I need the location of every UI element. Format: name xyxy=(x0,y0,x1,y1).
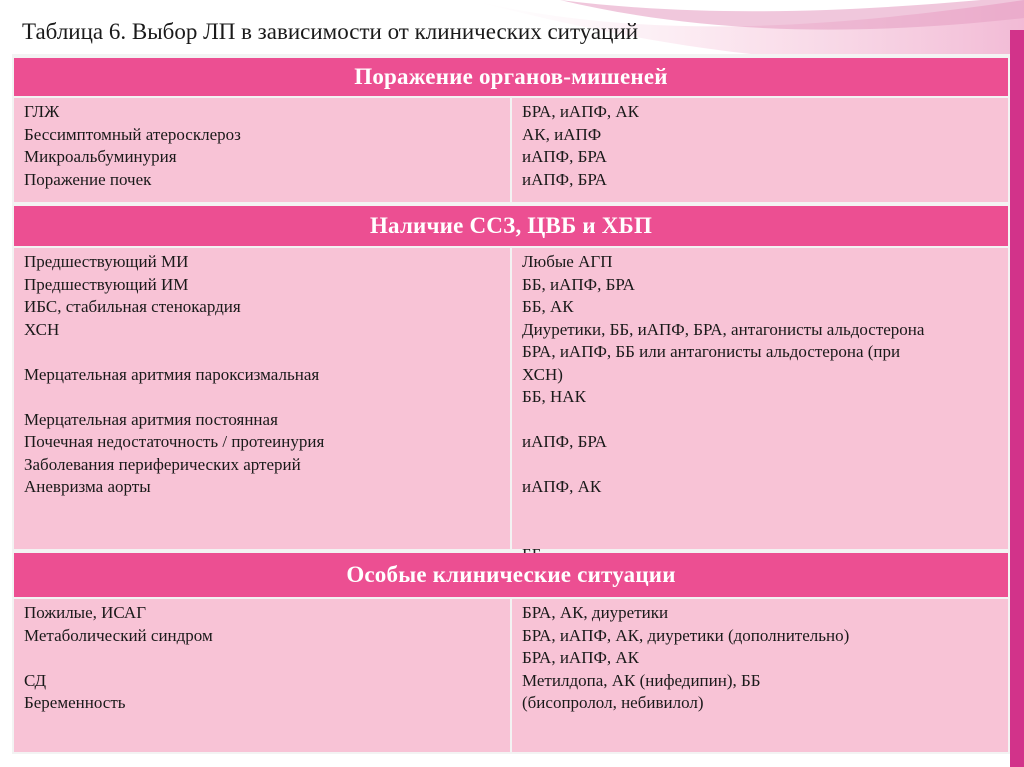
drug-item xyxy=(522,409,998,432)
drug-item xyxy=(522,499,998,522)
condition-item: Предшествующий ИМ xyxy=(24,274,189,294)
special-drugs-cell xyxy=(512,599,1008,752)
cvd-drugs-cell xyxy=(512,248,1008,549)
condition-item: Мерцательная аритмия постоянная xyxy=(24,409,278,429)
condition-item: Поражение почек xyxy=(24,169,152,189)
drug-item: БРА, иАПФ, ББ или антагонисты альдостерона (при xyxy=(522,342,901,361)
drug-item xyxy=(522,521,998,544)
condition-item: СД xyxy=(24,670,47,690)
condition-item: Заболевания периферических артерий xyxy=(24,454,301,474)
drug-item: иАПФ, БРА xyxy=(522,147,607,166)
condition-item: Предшествующий МИ xyxy=(24,252,189,271)
drug-item: БРА, иАПФ, АК xyxy=(522,102,640,121)
cvd-conditions-cell xyxy=(14,248,510,549)
accent-bar xyxy=(1010,30,1024,767)
section-header-cvd: Наличие ССЗ, ЦВБ и ХБП xyxy=(14,206,1008,246)
condition-item xyxy=(24,647,500,670)
section-header-target-organs: Поражение органов-мишеней xyxy=(14,58,1008,96)
condition-item: ИБС, стабильная стенокардия xyxy=(24,297,241,316)
drug-item: ХСН) xyxy=(522,364,563,384)
drug-item: ББ, АК xyxy=(522,297,574,316)
drug-item: Диуретики, ББ, иАПФ, БРА, антагонисты альдостерона xyxy=(522,319,925,339)
condition-item: Беременность xyxy=(24,693,126,712)
section-header-special-situations: Особые клинические ситуации xyxy=(14,553,1008,597)
target-organs-drugs-cell xyxy=(512,98,1008,202)
drug-item: БРА, иАПФ, АК, диуретики (дополнительно) xyxy=(522,625,850,645)
drug-item: АК, иАПФ xyxy=(522,124,602,144)
drug-item: иАПФ, БРА xyxy=(522,169,607,189)
drug-item xyxy=(522,454,998,477)
drug-item: иАПФ, АК xyxy=(522,477,602,496)
drug-item: ББ, НАК xyxy=(522,387,586,406)
slide-title: Таблица 6. Выбор ЛП в зависимости от клинических ситуаций xyxy=(22,19,639,44)
drug-item: Любые АГП xyxy=(522,252,613,271)
drug-item: ББ, иАПФ, БРА xyxy=(522,274,635,294)
condition-item xyxy=(24,341,500,364)
target-organs-conditions-cell xyxy=(14,98,510,202)
condition-item: Пожилые, ИСАГ xyxy=(24,603,147,622)
condition-item: Мерцательная аритмия пароксизмальная xyxy=(24,364,320,384)
drug-item: (бисопролол, небивилол) xyxy=(522,693,704,712)
condition-item: Микроальбуминурия xyxy=(24,147,177,166)
condition-item: ГЛЖ xyxy=(24,102,60,121)
drug-item: Метилдопа, АК (нифедипин), ББ xyxy=(522,670,761,690)
condition-item: Аневризма аорты xyxy=(24,477,151,496)
drug-item: БРА, АК, диуретики xyxy=(522,603,669,622)
drug-item: БРА, иАПФ, АК xyxy=(522,648,640,667)
drug-item: иАПФ, БРА xyxy=(522,432,607,451)
special-conditions-cell xyxy=(14,599,510,752)
condition-item: Почечная недостаточность / протеинурия xyxy=(24,432,325,451)
condition-item: ХСН xyxy=(24,319,60,339)
condition-item: Бессимптомный атеросклероз xyxy=(24,124,241,144)
treatment-table xyxy=(12,54,1010,754)
condition-item: Метаболический синдром xyxy=(24,625,213,645)
condition-item xyxy=(24,386,500,409)
